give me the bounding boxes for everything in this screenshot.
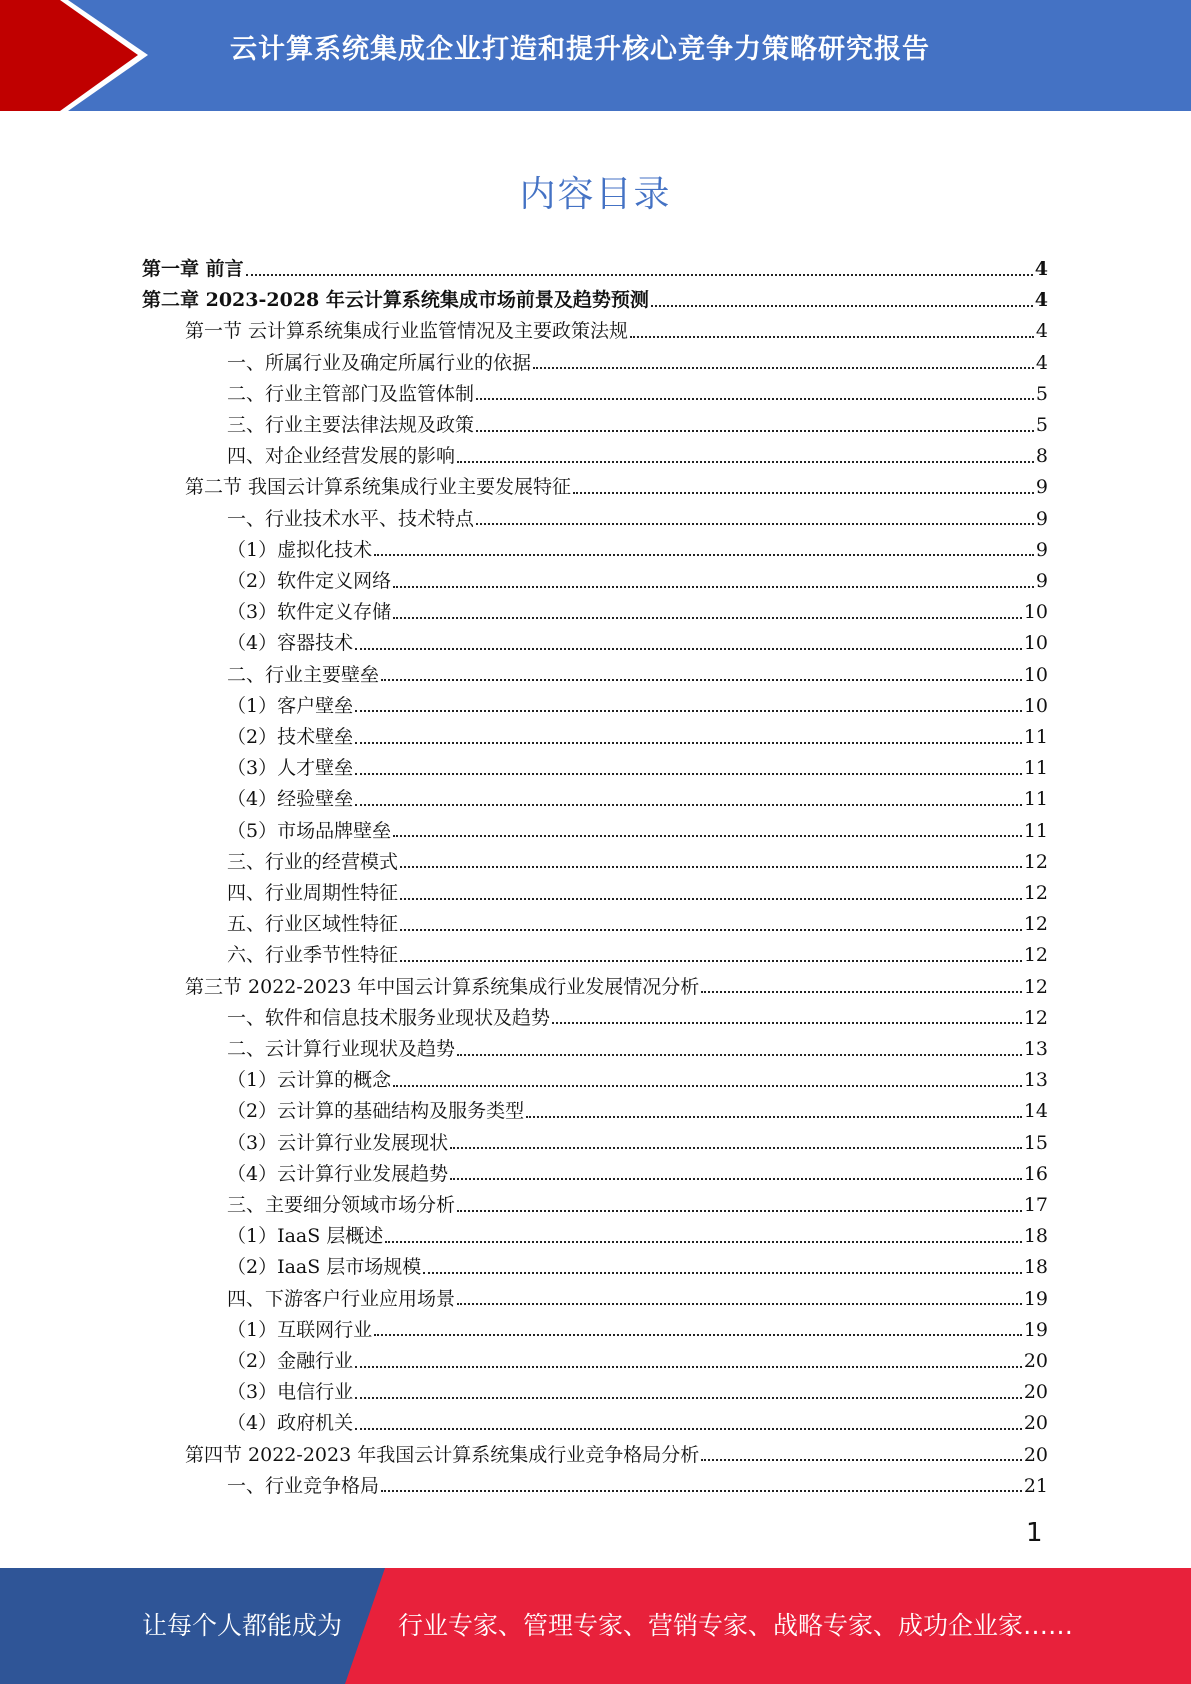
toc-entry-page: 20 [1023, 1443, 1048, 1466]
toc-entry-page: 10 [1023, 601, 1048, 624]
toc-entry-page: 13 [1023, 1069, 1048, 1092]
toc-entry-page: 10 [1023, 663, 1048, 686]
toc-entry-label: （2）软件定义网络 [227, 570, 392, 592]
toc-entry[interactable] [227, 1408, 1048, 1439]
toc-entry[interactable] [227, 410, 1048, 441]
toc-entry-page: 21 [1023, 1474, 1048, 1497]
toc-entry[interactable] [227, 628, 1048, 659]
toc-entry-page: 20 [1023, 1412, 1048, 1435]
toc-entry[interactable] [227, 1065, 1048, 1096]
toc-entry-label: （3）电信行业 [227, 1381, 354, 1404]
toc-entry[interactable] [227, 1471, 1048, 1502]
toc-leader-dots [355, 648, 1022, 650]
toc-entry-label: 四、行业周期性特征 [227, 882, 399, 904]
toc-entry-label: 五、行业区域性特征 [227, 913, 399, 936]
toc-leader-dots [476, 430, 1034, 432]
toc-leader-dots [400, 929, 1022, 931]
toc-entry-page: 11 [1023, 819, 1048, 842]
toc-entry-page: 11 [1023, 788, 1048, 811]
toc-entry-label: （2）IaaS 层市场规模 [227, 1256, 422, 1279]
page-number: 1 [1026, 1518, 1043, 1548]
toc-entry[interactable] [227, 1190, 1048, 1221]
toc-entry[interactable] [227, 660, 1048, 691]
toc-entry[interactable] [227, 816, 1048, 847]
toc-entry-label: （1）客户壁垒 [227, 694, 354, 717]
toc-entry[interactable] [227, 1034, 1048, 1065]
toc-entry-label: 二、行业主要壁垒 [227, 663, 380, 686]
toc-entry[interactable] [227, 504, 1048, 535]
toc-entry[interactable] [227, 940, 1048, 971]
toc-entry-label: （2）云计算的基础结构及服务类型 [227, 1100, 525, 1123]
toc-entry-label: 第一章 前言 [142, 258, 244, 280]
footer-slogan-right: 行业专家、管理专家、营销专家、战略专家、成功企业家…… [398, 1611, 1074, 1640]
toc-leader-dots [374, 1334, 1022, 1336]
toc-leader-dots [385, 1241, 1022, 1243]
toc-leader-dots [355, 1366, 1022, 1368]
toc-entry[interactable] [185, 316, 1048, 347]
toc-entry[interactable] [227, 1096, 1048, 1127]
toc-entry-page: 12 [1023, 944, 1048, 967]
page-header [0, 0, 1191, 111]
toc-entry-page: 4 [1035, 320, 1048, 343]
toc-entry[interactable] [185, 472, 1048, 503]
toc-leader-dots [355, 742, 1022, 744]
toc-entry[interactable] [142, 285, 1048, 316]
toc-leader-dots [355, 1428, 1022, 1430]
toc-entry-label: （1）云计算的概念 [227, 1069, 392, 1092]
toc-entry-label: 第二章 2023-2028 年云计算系统集成市场前景及趋势预测 [142, 289, 649, 312]
toc-leader-dots [552, 1022, 1022, 1024]
toc-leader-dots [457, 1303, 1022, 1305]
toc-leader-dots [246, 274, 1033, 276]
toc-leader-dots [450, 1178, 1022, 1180]
toc-leader-dots [400, 960, 1022, 962]
toc-entry-label: （4）经验壁垒 [227, 788, 354, 811]
toc-entry[interactable] [227, 784, 1048, 815]
toc-entry[interactable] [227, 722, 1048, 753]
toc-entry-page: 12 [1023, 1006, 1048, 1029]
toc-entry[interactable] [227, 909, 1048, 940]
toc-leader-dots [630, 336, 1034, 338]
toc-entry[interactable] [227, 691, 1048, 722]
toc-entry-label: 三、行业的经营模式 [227, 850, 399, 873]
toc-entry-label: （1）互联网行业 [227, 1318, 373, 1341]
toc-entry[interactable] [227, 847, 1048, 878]
toc-entry[interactable] [227, 1221, 1048, 1252]
toc-entry[interactable] [227, 348, 1048, 379]
toc-entry-page: 4 [1034, 289, 1048, 312]
toc-leader-dots [393, 586, 1034, 588]
toc-entry[interactable] [142, 254, 1048, 285]
toc-entry-page: 9 [1035, 570, 1048, 592]
toc-entry-page: 12 [1023, 850, 1048, 873]
toc-entry-page: 4 [1035, 351, 1048, 374]
toc-entry-label: 一、软件和信息技术服务业现状及趋势 [227, 1006, 551, 1029]
toc-leader-dots [526, 1116, 1022, 1118]
toc-leader-dots [423, 1272, 1022, 1274]
toc-leader-dots [393, 1085, 1022, 1087]
toc-entry-page: 13 [1023, 1038, 1048, 1060]
toc-entry-page: 17 [1023, 1194, 1048, 1216]
toc-entry[interactable] [227, 1284, 1048, 1315]
toc-entry-page: 10 [1023, 694, 1048, 717]
toc-heading: 内容目录 [519, 174, 672, 215]
toc-leader-dots [355, 710, 1022, 712]
toc-entry-label: （2）技术壁垒 [227, 726, 354, 748]
toc-entry-label: 一、行业竞争格局 [227, 1474, 380, 1497]
page-footer [0, 1568, 1191, 1684]
toc-entry-label: 四、下游客户行业应用场景 [227, 1287, 456, 1310]
toc-entry[interactable] [227, 1315, 1048, 1346]
toc-leader-dots [355, 773, 1022, 775]
toc-entry-page: 15 [1023, 1131, 1048, 1154]
toc-leader-dots [457, 1054, 1022, 1056]
toc-entry-label: （3）软件定义存储 [227, 601, 392, 624]
toc-leader-dots [393, 617, 1022, 619]
toc-leader-dots [476, 523, 1034, 525]
toc-entry-page: 5 [1035, 414, 1048, 436]
toc-leader-dots [374, 554, 1034, 556]
toc-entry-label: （4）政府机关 [227, 1412, 354, 1435]
toc-leader-dots [476, 398, 1034, 400]
toc-leader-dots [381, 1490, 1022, 1492]
toc-entry-label: 一、所属行业及确定所属行业的依据 [227, 351, 532, 374]
toc-entry-label: （4）云计算行业发展趋势 [227, 1162, 449, 1185]
toc-entry-page: 12 [1023, 975, 1048, 998]
toc-leader-dots [400, 866, 1022, 868]
toc-entry-label: 一、行业技术水平、技术特点 [227, 507, 475, 530]
toc-entry-label: 第四节 2022-2023 年我国云计算系统集成行业竞争格局分析 [185, 1443, 700, 1466]
toc-entry-page: 11 [1023, 757, 1048, 780]
toc-entry-page: 12 [1023, 882, 1048, 904]
report-title: 云计算系统集成企业打造和提升核心竞争力策略研究报告 [230, 34, 930, 65]
toc-entry-page: 19 [1023, 1287, 1048, 1310]
toc-entry-label: （3）人才壁垒 [227, 757, 354, 780]
toc-entry-page: 9 [1035, 476, 1048, 499]
toc-entry-page: 16 [1023, 1162, 1048, 1185]
toc-leader-dots [393, 835, 1022, 837]
toc-leader-dots [457, 461, 1034, 463]
toc-entry[interactable] [227, 878, 1048, 909]
toc-entry-label: （3）云计算行业发展现状 [227, 1131, 449, 1154]
toc-leader-dots [651, 305, 1033, 307]
toc-leader-dots [701, 1459, 1022, 1461]
toc-entry[interactable] [185, 972, 1048, 1003]
toc-entry-page: 12 [1023, 913, 1048, 936]
toc-entry-page: 14 [1023, 1100, 1048, 1123]
toc-entry-page: 8 [1035, 445, 1048, 468]
toc-entry-page: 4 [1034, 258, 1048, 280]
toc-entry-page: 10 [1023, 632, 1048, 655]
toc-entry[interactable] [227, 1128, 1048, 1159]
toc-entry[interactable] [227, 1159, 1048, 1190]
toc-entry-label: 四、对企业经营发展的影响 [227, 445, 456, 468]
toc-leader-dots [381, 679, 1022, 681]
toc-entry[interactable] [227, 535, 1048, 566]
toc-entry-label: 三、主要细分领域市场分析 [227, 1194, 456, 1216]
toc-entry-page: 9 [1035, 507, 1048, 530]
toc-entry-page: 9 [1035, 538, 1048, 561]
toc-leader-dots [701, 991, 1022, 993]
toc-entry-label: （4）容器技术 [227, 632, 354, 655]
toc-entry[interactable] [227, 753, 1048, 784]
toc-entry-page: 18 [1023, 1256, 1048, 1279]
toc-entry-label: 二、行业主管部门及监管体制 [227, 382, 475, 405]
toc-leader-dots [400, 898, 1022, 900]
toc-entry[interactable] [227, 379, 1048, 410]
toc-entry-label: 第三节 2022-2023 年中国云计算系统集成行业发展情况分析 [185, 975, 700, 998]
toc-entry[interactable] [227, 441, 1048, 472]
toc-entry-page: 19 [1023, 1318, 1048, 1341]
toc-entry[interactable] [185, 1440, 1048, 1471]
toc-entry-label: 二、云计算行业现状及趋势 [227, 1038, 456, 1060]
toc-leader-dots [355, 1397, 1022, 1399]
toc-entry-label: 第一节 云计算系统集成行业监管情况及主要政策法规 [185, 320, 629, 343]
toc-entry-page: 11 [1023, 726, 1048, 748]
toc-entry-label: （1）IaaS 层概述 [227, 1225, 384, 1248]
toc-entry[interactable] [227, 1346, 1048, 1377]
toc-leader-dots [533, 367, 1034, 369]
toc-entry-label: 三、行业主要法律法规及政策 [227, 414, 475, 436]
toc-entry-label: （1）虚拟化技术 [227, 538, 373, 561]
toc-entry-page: 5 [1035, 382, 1048, 405]
toc-entry[interactable] [227, 1377, 1048, 1408]
toc-leader-dots [355, 804, 1022, 806]
toc-leader-dots [450, 1147, 1022, 1149]
toc-entry-page: 18 [1023, 1225, 1048, 1248]
toc-entry-label: （2）金融行业 [227, 1350, 354, 1372]
footer-slogan-left: 让每个人都能成为 [142, 1611, 343, 1640]
toc-entry[interactable] [227, 1252, 1048, 1283]
toc-entry-label: 六、行业季节性特征 [227, 944, 399, 967]
toc-entry[interactable] [227, 597, 1048, 628]
toc-leader-dots [457, 1210, 1022, 1212]
toc-entry-label: 第二节 我国云计算系统集成行业主要发展特征 [185, 476, 572, 499]
toc-entry-page: 20 [1023, 1381, 1048, 1404]
toc-leader-dots [573, 492, 1034, 494]
toc-entry-page: 20 [1023, 1350, 1048, 1372]
toc-entry[interactable] [227, 566, 1048, 597]
toc-entry[interactable] [227, 1003, 1048, 1034]
toc-entry-label: （5）市场品牌壁垒 [227, 819, 392, 842]
